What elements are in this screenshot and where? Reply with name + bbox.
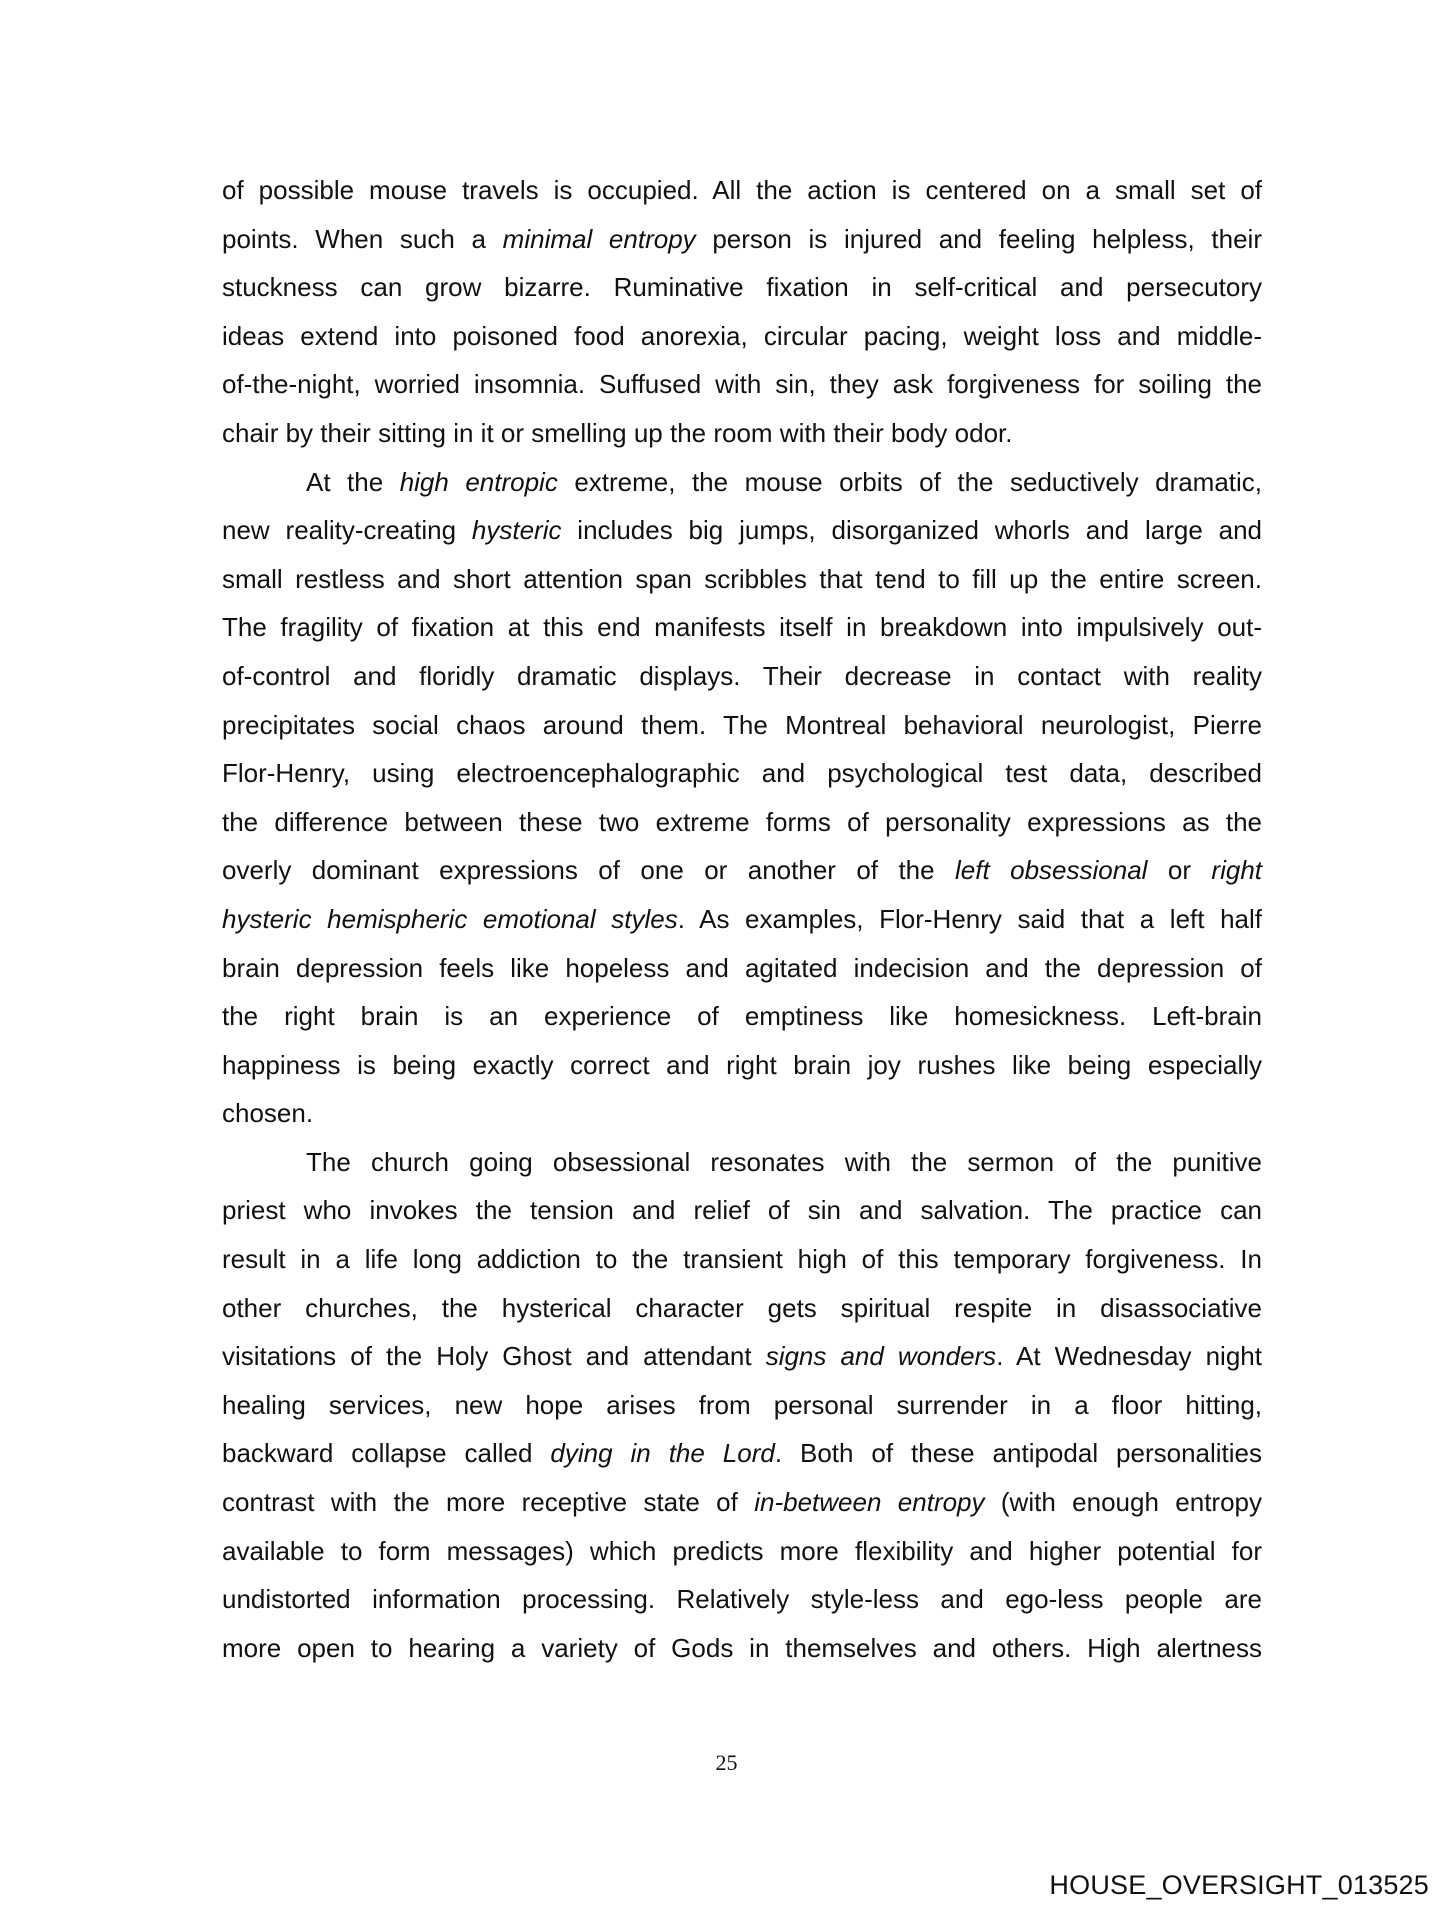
text-line — [222, 1332, 1262, 1381]
italic-text: signs and wonders — [765, 1341, 997, 1372]
paragraph — [222, 1138, 1262, 1673]
text-line — [222, 409, 1262, 458]
text-run: healing services, new hope arises from personal surrender in a floor hitting, — [222, 1389, 1262, 1420]
text-line — [222, 798, 1262, 847]
paragraph — [222, 458, 1262, 1138]
text-line — [222, 652, 1262, 701]
text-run: Flor-Henry, using electroencephalographic and psychological test data, described — [222, 758, 1262, 789]
text-run: other churches, the hysterical character gets spiritual respite in disassociative — [222, 1292, 1262, 1323]
text-run: of-control and floridly dramatic displays. Their decrease in contact with reality — [222, 660, 1262, 691]
text-line — [222, 1381, 1262, 1430]
text-line — [222, 603, 1262, 652]
text-run: happiness is being exactly correct and right brain joy rushes like being especially — [222, 1049, 1262, 1080]
text-line — [222, 749, 1262, 798]
text-run: small restless and short attention span scribbles that tend to fill up the entire screen. — [222, 563, 1262, 594]
text-line — [222, 1138, 1262, 1187]
italic-text: right — [1211, 855, 1262, 886]
text-line — [222, 458, 1262, 507]
text-line — [222, 1429, 1262, 1478]
text-run: result in a life long addiction to the transient high of this temporary forgiveness. In — [222, 1244, 1262, 1275]
text-run: The church going obsessional resonates with the sermon of the punitive — [306, 1146, 1262, 1177]
text-run: priest who invokes the tension and relief of sin and salvation. The practice can — [222, 1195, 1262, 1226]
text-line — [222, 312, 1262, 361]
page-number: 25 — [715, 1750, 738, 1775]
text-run: the difference between these two extreme forms of personality expressions as the — [222, 806, 1262, 837]
text-run: ideas extend into poisoned food anorexia, circular pacing, weight loss and middle- — [222, 320, 1262, 351]
text-run: precipitates social chaos around them. The Montreal behavioral neurologist, Pierre — [222, 709, 1262, 740]
text-line — [222, 1089, 1262, 1138]
text-run: chair by their sitting in it or smelling up the room with their body odor. — [222, 417, 1013, 448]
italic-text: in-between entropy — [754, 1487, 985, 1518]
text-line — [222, 846, 1262, 895]
text-line — [222, 360, 1262, 409]
text-run: includes big jumps, disorganized whorls and large and — [561, 515, 1262, 546]
text-run: chosen. — [222, 1098, 314, 1129]
bates-number: HOUSE_OVERSIGHT_013525 — [1049, 1870, 1429, 1900]
text-run: (with enough entropy — [984, 1487, 1263, 1518]
text-run: of-the-night, worried insomnia. Suffused with sin, they ask forgiveness for soiling the — [222, 369, 1262, 400]
italic-text: hysteric hemispheric emotional styles — [222, 903, 678, 934]
text-line — [222, 555, 1262, 604]
italic-text: dying in the Lord — [550, 1438, 775, 1469]
text-run: undistorted information processing. Relatively style-less and ego-less people are — [222, 1584, 1262, 1615]
text-run: new reality-creating — [222, 515, 472, 546]
text-run: available to form messages) which predicts more flexibility and higher potential for — [222, 1535, 1262, 1566]
text-line — [222, 1624, 1262, 1673]
text-line — [222, 1478, 1262, 1527]
body-text — [222, 166, 1262, 1672]
text-run: brain depression feels like hopeless and agitated indecision and the depression of — [222, 952, 1262, 983]
text-run: more open to hearing a variety of Gods in themselves and others. High alertness — [222, 1632, 1262, 1663]
italic-text: minimal entropy — [502, 223, 696, 254]
text-line — [222, 1041, 1262, 1090]
text-line — [222, 895, 1262, 944]
text-line — [222, 1575, 1262, 1624]
italic-text: hysteric — [471, 515, 562, 546]
text-run: . Both of these antipodal personalities — [774, 1438, 1262, 1469]
text-line — [222, 1235, 1262, 1284]
text-line — [222, 166, 1262, 215]
text-run: backward collapse called — [222, 1438, 551, 1469]
text-line — [222, 992, 1262, 1041]
italic-text: high entropic — [399, 466, 558, 497]
text-run: stuckness can grow bizarre. Ruminative fixation in self-critical and persecutory — [222, 272, 1262, 303]
text-line — [222, 215, 1262, 264]
text-line — [222, 506, 1262, 555]
text-run: overly dominant expressions of one or another of the — [222, 855, 956, 886]
italic-text: left obsessional — [955, 855, 1148, 886]
text-run: . At Wednesday night — [996, 1341, 1262, 1372]
text-run: visitations of the Holy Ghost and attendant — [222, 1341, 766, 1372]
text-run: of possible mouse travels is occupied. All the action is centered on a small set of — [222, 175, 1262, 205]
text-run: person is injured and feeling helpless, their — [695, 223, 1262, 254]
text-line — [222, 1527, 1262, 1576]
text-line — [222, 263, 1262, 312]
text-line — [222, 1186, 1262, 1235]
text-line — [222, 944, 1262, 993]
text-run: contrast with the more receptive state of — [222, 1487, 755, 1518]
paragraph — [222, 166, 1262, 458]
text-run: points. When such a — [222, 223, 503, 254]
text-run: extreme, the mouse orbits of the seductively dramatic, — [557, 466, 1263, 497]
text-run: the right brain is an experience of emptiness like homesickness. Left-brain — [222, 1001, 1262, 1032]
text-run: or — [1147, 855, 1212, 886]
text-run: The fragility of fixation at this end manifests itself in breakdown into impulsively out- — [222, 612, 1262, 643]
text-line — [222, 701, 1262, 750]
text-run: At the — [306, 466, 400, 497]
text-line — [222, 1284, 1262, 1333]
text-run: . As examples, Flor-Henry said that a left half — [677, 903, 1262, 934]
